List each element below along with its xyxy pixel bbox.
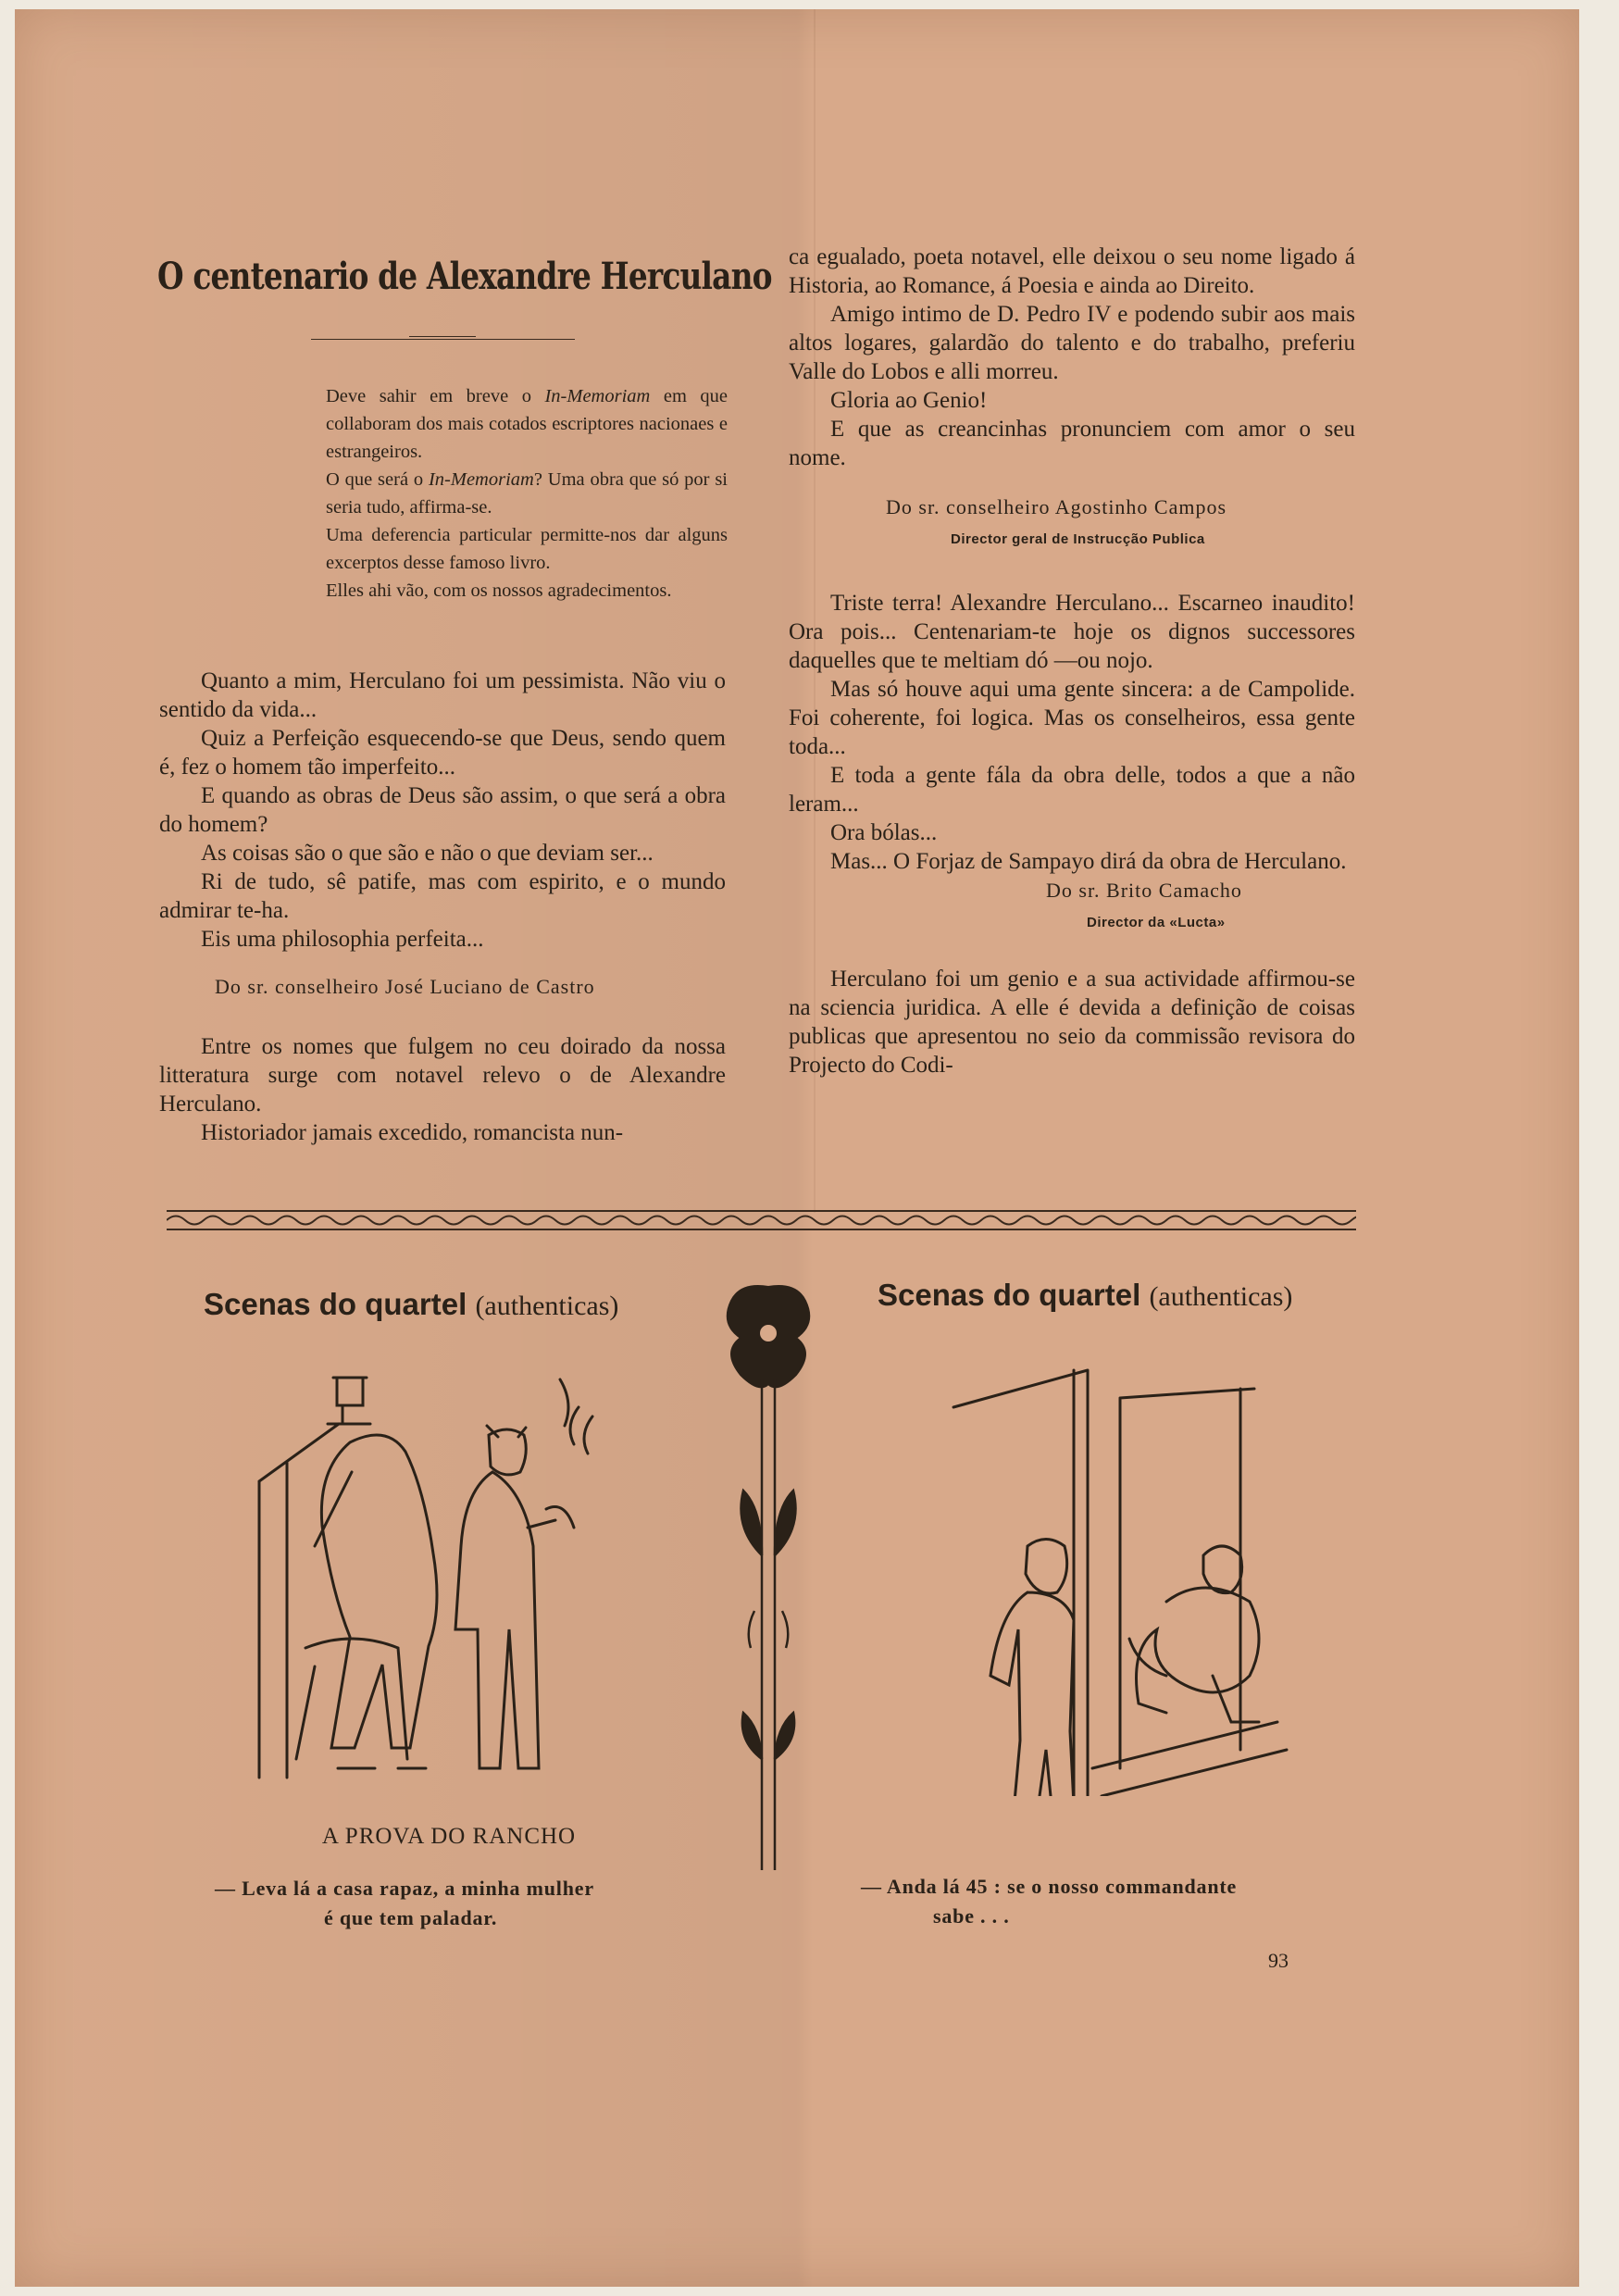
cartoon-caption-title-left: A PROVA DO RANCHO (321, 1824, 577, 1849)
body-paragraph: Mas... O Forjaz de Sampayo dirá da obra de Herculano. (830, 849, 1347, 874)
left-column (159, 667, 726, 1147)
body-paragraph: Historiador jamais excedido, romancista nun- (201, 1120, 624, 1145)
body-paragraph: Ri de tudo, sê patife, mas com espirito, e o mundo admirar te-ha. (159, 869, 726, 923)
title-divider-accent (409, 336, 476, 337)
body-paragraph: Ora bólas... (830, 820, 938, 845)
intro-paragraph: Elles ahi vão, com os nossos agradecimentos. (326, 580, 672, 601)
cartoon-caption-right-line2: sabe . . . (933, 1904, 1010, 1928)
cartoon-title-right: Scenas do quartel (authenticas) (878, 1278, 1293, 1312)
byline-role: Director da «Lucta» (1087, 915, 1226, 930)
body-paragraph: E quando as obras de Deus são assim, o que será a obra do homem? (159, 783, 726, 837)
page-number: 93 (1268, 1949, 1289, 1972)
intro-paragraph: Deve sahir em breve o In-Memoriam em que collaboram dos mais cotados escriptores nacionaes e estrangeiros. (326, 386, 729, 462)
body-paragraph: As coisas são o que são e não o que deviam ser... (201, 841, 654, 866)
cartoon-caption-left-line1: — Leva lá a casa rapaz, a minha mulher (215, 1877, 594, 1900)
body-paragraph: Quanto a mim, Herculano foi um pessimista. Não viu o sentido da vida... (159, 668, 726, 722)
intro-paragraph: O que será o In-Memoriam? Uma obra que só por si seria tudo, affirma-se. (326, 469, 729, 518)
floral-divider-ornament (717, 1278, 819, 1870)
intro-paragraph: Uma deferencia particular permitte-nos dar alguns excerptos desse famoso livro. (326, 525, 728, 573)
cartoon-caption-left-line2: é que tem paladar. (324, 1906, 498, 1929)
cartoon-caption-right-line1: — Anda lá 45 : se o nosso commandante (861, 1875, 1238, 1898)
body-paragraph: E toda a gente fála da obra delle, todos a que a não leram... (789, 763, 1355, 817)
ornamental-border (167, 1208, 1356, 1232)
byline: Do sr. Brito Camacho (1046, 879, 1242, 902)
cartoon-title-left: Scenas do quartel (authenticas) (204, 1287, 619, 1321)
cartoon-illustration-left (250, 1370, 639, 1805)
cartoon-illustration-right (935, 1361, 1305, 1796)
byline: Do sr. conselheiro Agostinho Campos (886, 495, 1227, 518)
article-title: O centenario de Alexandre Herculano (157, 255, 772, 298)
article-intro (326, 382, 728, 605)
body-paragraph: Eis uma philosophia perfeita... (201, 927, 484, 952)
body-paragraph: Triste terra! Alexandre Herculano... Escarneo inaudito! Ora pois... Centenariam-te hoje os dignos successores daquelles que te meltiam dó —ou nojo. (789, 591, 1355, 673)
body-paragraph: Herculano foi um genio e a sua actividade affirmou-se na sciencia juridica. A elle é devida a definição de coisas publicas que apresentou no seio da commissão revisora do Projecto do Codi- (789, 967, 1355, 1078)
body-paragraph: ca egualado, poeta notavel, elle deixou o seu nome ligado á Historia, ao Romance, á Poesia e ainda ao Direito. (789, 244, 1355, 298)
byline-role: Director geral de Instrucção Publica (951, 531, 1205, 547)
body-paragraph: Gloria ao Genio! (830, 388, 988, 413)
body-paragraph: Entre os nomes que fulgem no ceu doirado da nossa litteratura surge com notavel relevo o de Alexandre Herculano. (159, 1034, 726, 1117)
right-column (789, 243, 1355, 1079)
byline: Do sr. conselheiro José Luciano de Castro (215, 975, 595, 998)
body-paragraph: Amigo intimo de D. Pedro IV e podendo subir aos mais altos logares, galardão do talento e do trabalho, preferiu Valle do Lobos e alli morreu. (789, 302, 1355, 384)
body-paragraph: Mas só houve aqui uma gente sincera: a de Campolide. Foi coherente, foi logica. Mas os conselheiros, essa gente toda... (789, 677, 1355, 759)
body-paragraph: E que as creancinhas pronunciem com amor o seu nome. (789, 417, 1355, 470)
title-divider (311, 339, 575, 340)
body-paragraph: Quiz a Perfeição esquecendo-se que Deus, sendo quem é, fez o homem tão imperfeito... (159, 726, 726, 780)
